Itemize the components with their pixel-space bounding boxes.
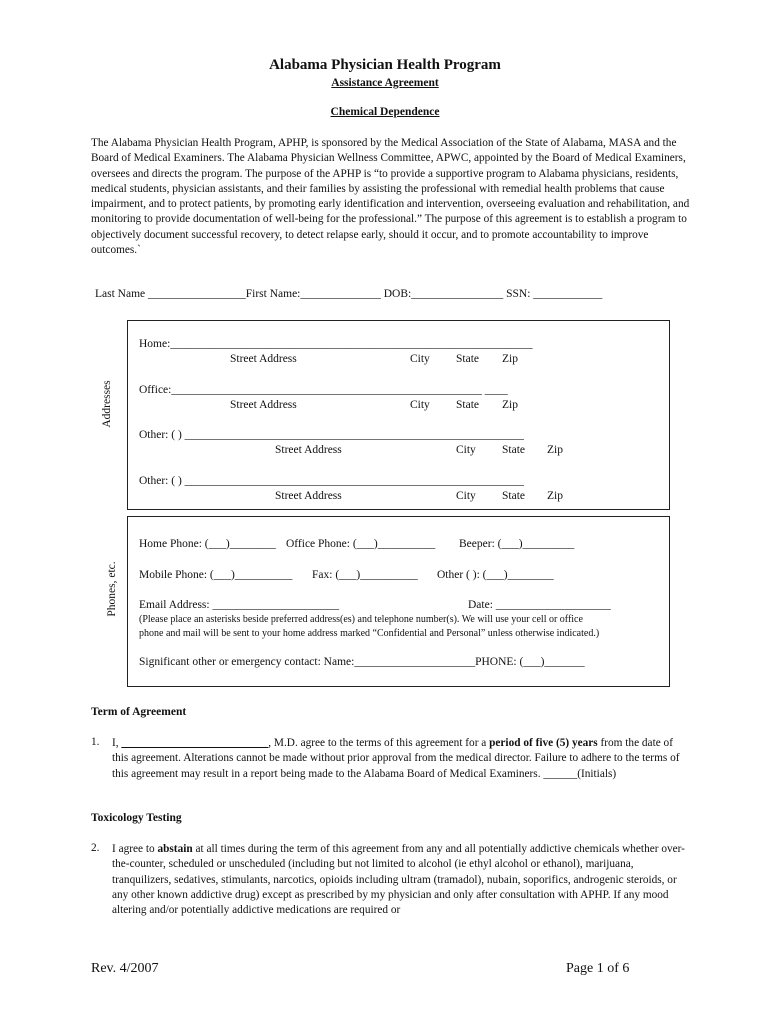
city-label: City [456, 490, 476, 502]
email-field[interactable]: Email Address: ______________________ [139, 599, 339, 611]
zip-label: Zip [547, 490, 563, 502]
toxicology-paragraph [112, 842, 692, 918]
home-address-field[interactable]: Home:_______________________________________________________________ [139, 338, 533, 350]
term-text-c: from the date of this agreement. Alterations cannot be made without prior approval from the medical director. Failure to adhere to the terms of this agreement may result in a report being made to the Alabama Board of Medical Examiners. ______(Initials) [112, 737, 680, 780]
street-label: Street Address [230, 353, 297, 365]
zip-label: Zip [502, 399, 518, 411]
zip-label: Zip [502, 353, 518, 365]
other-address-field-1[interactable]: Other: ( ) ___________________________________________________________ [139, 429, 524, 441]
page-title: Alabama Physician Health Program [269, 57, 501, 73]
term-period: period of five (5) years [489, 737, 598, 749]
document-subtitle: Assistance Agreement [331, 77, 439, 89]
state-label: State [456, 353, 479, 365]
item-number: 1. [91, 736, 100, 748]
phones-side-label: Phones, etc. [106, 561, 118, 617]
street-label: Street Address [275, 490, 342, 502]
mobile-phone-field[interactable]: Mobile Phone: (___)__________ [139, 569, 293, 581]
state-label: State [456, 399, 479, 411]
item-number: 2. [91, 842, 100, 854]
street-label: Street Address [275, 444, 342, 456]
page-number: Page 1 of 6 [566, 961, 630, 976]
tox-text-b: at all times during the term of this agreement from any and all potentially addictive chemicals whether over-the-counter, scheduled or unscheduled (including but not limited to alcohol (ie ethyl alcohol or ethanol), marijuana, tranquilizers, sedatives, stimulants, narcotics, opioids including ultram (tramadol), nubain, soporifics, androgenic steroids, or any other known addictive drug) except as prescribed by my physician and only after consultation with APHP. If any mood altering and/or potentially addictive medications are required or [112, 843, 685, 917]
office-phone-field[interactable]: Office Phone: (___)__________ [286, 538, 436, 550]
zip-label: Zip [547, 444, 563, 456]
beeper-field[interactable]: Beeper: (___)_________ [459, 538, 575, 550]
section-subtitle: Chemical Dependence [330, 106, 440, 118]
city-label: City [410, 399, 430, 411]
physician-name-blank[interactable]: __________________________ [121, 737, 269, 749]
street-label: Street Address [230, 399, 297, 411]
term-text-a: I, [112, 737, 122, 749]
other-phone-field[interactable]: Other ( ): (___)________ [437, 569, 554, 581]
tox-text-a: I agree to [112, 843, 158, 855]
fax-field[interactable]: Fax: (___)__________ [312, 569, 418, 581]
term-paragraph [112, 736, 692, 782]
city-label: City [456, 444, 476, 456]
contact-note-line-2: phone and mail will be sent to your home address marked “Confidential and Personal” unless otherwise indicated.) [139, 628, 600, 639]
other-address-field-2[interactable]: Other: ( ) ___________________________________________________________ [139, 475, 524, 487]
addresses-side-label: Addresses [101, 380, 113, 428]
contact-note-line-1: (Please place an asterisks beside preferred address(es) and telephone number(s). We will use your cell or office [139, 614, 583, 625]
date-field[interactable]: Date: ____________________ [468, 599, 611, 611]
emergency-contact-field[interactable]: Significant other or emergency contact: Name:_____________________PHONE: (___)_______ [139, 656, 585, 668]
revision-label: Rev. 4/2007 [91, 961, 159, 976]
term-text-b: , M.D. agree to the terms of this agreement for a [268, 737, 490, 749]
office-address-field[interactable]: Office:______________________________________________________ ____ [139, 384, 508, 396]
toxicology-heading: Toxicology Testing [91, 812, 182, 824]
state-label: State [502, 444, 525, 456]
name-line-field[interactable]: Last Name _________________First Name:______________ DOB:________________ SSN: ____________ [95, 288, 603, 300]
tox-abstain: abstain [157, 843, 193, 855]
city-label: City [410, 353, 430, 365]
home-phone-field[interactable]: Home Phone: (___)________ [139, 538, 276, 550]
state-label: State [502, 490, 525, 502]
term-heading: Term of Agreement [91, 706, 187, 718]
intro-paragraph: The Alabama Physician Health Program, APHP, is sponsored by the Medical Association of the State of Alabama, MASA and the Board of Medical Examiners. The Alabama Physician Wellness Committee, APWC, appointed by the Board of Medical Examiners, oversees and directs the program. The purpose of the APHP is “to provide a supportive program to Alabama physicians, residents, medical students, physician assistants, and their families by assisting the professional with remedial health problems that cause impairment, and to protect patients, by promoting early identification and intervention, overseeing evaluation and rehabilitation, and monitoring to provide documentation of well-being for the professional.” The purpose of this agreement is to establish a program to objectively document successful recovery, to detect relapse early, should it occur, and to promote accountability to improve outcomes.` [91, 137, 690, 257]
